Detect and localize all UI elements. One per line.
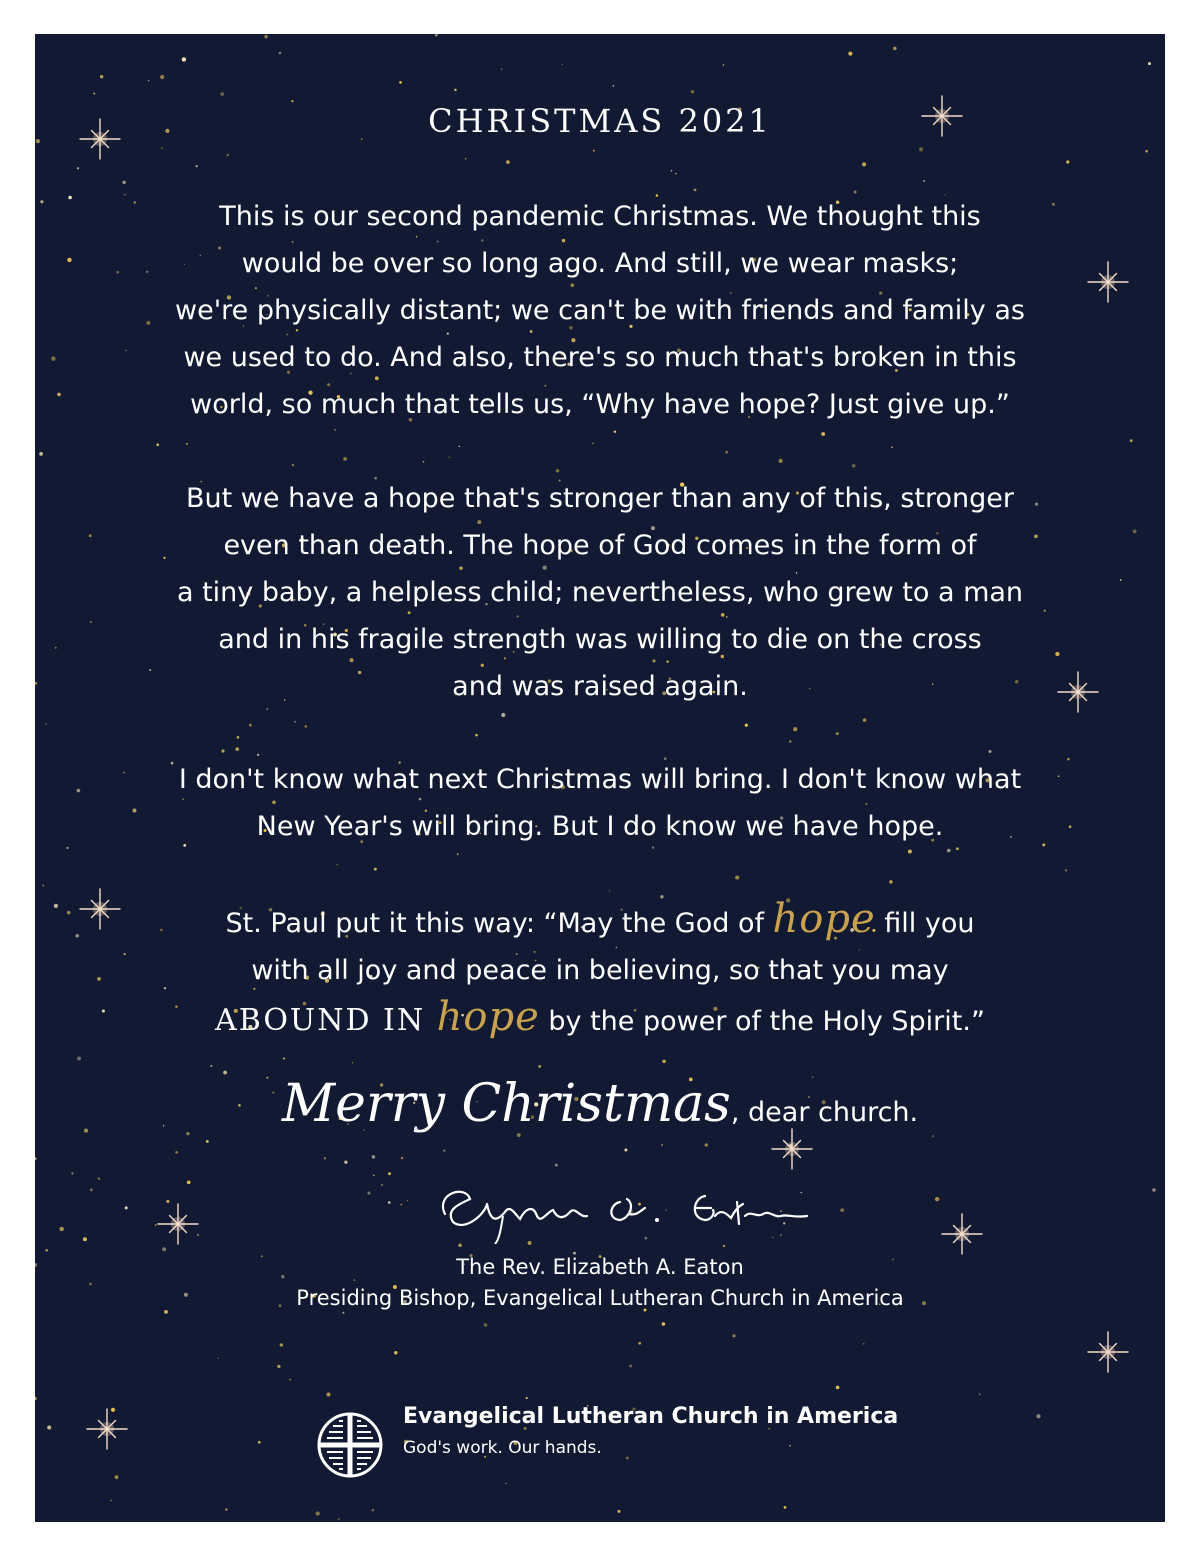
text-line: with all joy and peace in believing, so that you may [251,955,949,986]
gold-dust-dot [1148,62,1151,65]
gold-dust-dot [723,64,725,66]
signer-name: The Rev. Elizabeth A. Eaton [456,1255,744,1279]
organization-tagline: God's work. Our hands. [403,1438,602,1458]
gold-dust-dot [1130,439,1133,442]
gold-dust-dot [923,180,925,182]
gold-dust-dot [435,34,438,37]
gold-dust-dot [562,64,563,65]
text-line: world, so much that tells us, “Why have hope? Just give up.” [190,389,1010,420]
paragraph-next-christmas [35,756,1165,850]
gold-dust-dot [148,80,150,82]
gold-dust-dot [1036,1414,1040,1418]
gold-dust-dot [935,1197,939,1201]
gold-dust-dot [443,1150,445,1152]
gold-dust-dot [778,459,782,463]
gold-dust-dot [423,461,425,463]
gold-dust-dot [1145,150,1148,153]
gold-dust-dot [394,1351,398,1355]
gold-dust-dot [401,1157,404,1160]
gold-dust-dot [629,1365,632,1368]
gold-dust-dot [45,723,46,724]
text-line [35,896,1165,947]
gold-dust-dot [465,158,467,160]
hope-word: hope [772,896,876,942]
gold-dust-dot [848,52,852,56]
gold-dust-dot [42,885,44,887]
gold-dust-dot [220,92,224,96]
gold-dust-dot [613,85,615,87]
gold-dust-dot [1066,160,1069,163]
gold-dust-dot [675,173,677,175]
gold-dust-dot [110,1500,111,1501]
gold-dust-dot [372,1155,376,1159]
gold-dust-dot [161,147,163,149]
gold-dust-dot [793,727,797,731]
gold-dust-dot [526,1397,528,1399]
merry-christmas-script: Merry Christmas [281,1074,731,1134]
paragraph-pandemic [35,193,1165,428]
sparkle-star-icon [1088,1332,1128,1372]
gold-dust-dot [225,1508,227,1510]
gold-dust-dot [401,1204,402,1205]
gold-dust-dot [889,880,892,883]
gold-dust-dot [258,1441,261,1444]
gold-dust-dot [186,443,188,445]
gold-dust-dot [381,1184,383,1186]
organization-name: Evangelical Lutheran Church in America [403,1404,899,1429]
gold-dust-dot [294,721,296,723]
gold-dust-dot [784,1506,787,1509]
gold-dust-dot [399,81,402,84]
signer-block [35,1252,1165,1314]
gold-dust-dot [373,1174,375,1176]
gold-dust-dot [111,1408,115,1412]
gold-dust-dot [226,154,229,157]
gold-dust-dot [125,1206,128,1209]
gold-dust-dot [989,750,992,753]
gold-dust-dot [100,75,103,78]
gold-dust-dot [352,1062,353,1063]
gold-dust-dot [197,1234,199,1236]
gold-dust-dot [182,57,186,61]
gold-dust-dot [210,1065,212,1067]
gold-dust-dot [555,1164,558,1167]
gold-dust-dot [77,167,79,169]
gold-dust-dot [457,853,459,855]
gold-dust-dot [367,1192,370,1195]
gold-dust-dot [83,1237,87,1241]
gold-dust-dot [35,1397,37,1400]
gold-dust-dot [156,443,159,446]
sparkle-star-icon [942,1214,982,1254]
gold-dust-dot [371,1509,374,1512]
signer-role: Presiding Bishop, Evangelical Lutheran Church in America [296,1286,904,1310]
gold-dust-dot [338,1518,340,1520]
gold-dust-dot [538,1065,541,1068]
gold-dust-dot [1152,1188,1155,1191]
gold-dust-dot [592,443,593,444]
gold-dust-dot [725,451,728,454]
gold-dust-dot [98,1177,101,1180]
gold-dust-dot [458,1244,462,1248]
gold-dust-dot [862,162,866,166]
text-line: But we have a hope that's stronger than any of this, stronger [186,483,1014,514]
gold-dust-dot [863,1343,865,1345]
gold-dust-dot [979,1393,980,1394]
paragraph-scripture [35,896,1165,1045]
gold-dust-dot [836,732,839,735]
gold-dust-dot [501,713,505,717]
card-title: CHRISTMAS 2021 [428,102,772,140]
gold-dust-dot [334,429,336,431]
gold-dust-dot [458,446,459,447]
gold-dust-dot [1065,869,1067,871]
text-line: even than death. The hope of God comes in the form of [223,530,977,561]
gold-dust-dot [617,1510,620,1513]
text-line: and in his fragile strength was willing to die on the cross [218,624,982,655]
gold-dust-dot [836,1386,840,1390]
gold-dust-dot [919,147,923,151]
gold-dust-dot [122,181,125,184]
gold-dust-dot [454,89,457,92]
gold-dust-dot [624,1149,627,1152]
gold-dust-dot [671,170,673,172]
gold-dust-dot [932,1135,934,1137]
gold-dust-dot [206,1140,209,1143]
gold-dust-dot [221,749,224,752]
gold-dust-dot [235,747,239,751]
gold-dust-dot [115,1475,119,1479]
text-line [35,994,1165,1045]
gold-dust-dot [35,1157,37,1159]
sparkle-star-icon [87,1409,127,1449]
gold-dust-dot [789,740,791,742]
text-segment: St. Paul put it this way: “May the God of [225,908,773,939]
gold-dust-dot [863,718,867,722]
gold-dust-dot [908,850,912,854]
gold-dust-dot [324,1157,326,1159]
gold-dust-dot [840,1208,844,1212]
text-segment: fill you [875,908,975,939]
gold-dust-dot [448,456,450,458]
gold-dust-dot [175,1151,178,1154]
gold-dust-dot [475,734,478,737]
text-line: I don't know what next Christmas will bring. I don't know what [178,764,1022,795]
gold-dust-dot [316,1511,320,1515]
text-line: we used to do. And also, there's so much that's broken in this [183,342,1017,373]
gold-dust-dot [893,47,897,51]
gold-dust-dot [705,1143,708,1146]
gold-dust-dot [280,1343,283,1346]
gold-dust-dot [217,1358,218,1359]
gold-dust-dot [638,1342,641,1345]
gold-dust-dot [155,1224,157,1226]
gold-dust-dot [277,1365,280,1368]
gold-dust-dot [264,35,268,39]
gold-dust-dot [279,52,282,55]
gold-dust-dot [852,464,856,468]
gold-dust-dot [187,1180,191,1184]
gold-dust-dot [891,446,893,448]
gold-dust-dot [609,890,610,891]
gold-dust-dot [336,864,337,865]
gold-dust-dot [166,1200,169,1203]
gold-dust-dot [160,75,164,79]
gold-dust-dot [60,1227,64,1231]
gold-dust-dot [614,431,616,433]
sparkle-star-icon [158,1204,198,1244]
gold-dust-dot [162,1247,166,1251]
gold-dust-dot [374,868,377,871]
gold-dust-dot [93,93,95,95]
gold-dust-dot [388,1172,391,1175]
gold-dust-dot [505,1483,506,1484]
greeting-tail: , dear church. [730,1097,919,1128]
gold-dust-dot [506,160,510,164]
text-line: a tiny baby, a helpless child; nevertheless, who grew to a man [176,577,1024,608]
sparkle-star-icon [772,1129,812,1169]
gold-dust-dot [283,1057,285,1059]
abound-in-word: ABOUND IN [215,1003,437,1038]
gold-dust-dot [556,469,559,472]
gold-dust-dot [745,724,748,727]
elca-cross-logo-icon [315,1410,385,1480]
gold-dust-dot [407,1200,408,1201]
gold-dust-dot [626,1457,629,1460]
gold-dust-dot [661,1144,663,1146]
hope-word: hope [436,994,540,1040]
gold-dust-dot [249,724,252,727]
gold-dust-dot [343,457,347,461]
gold-dust-dot [39,452,43,456]
gold-dust-dot [90,1189,93,1192]
text-line: we're physically distant; we can't be with friends and family as [175,295,1025,326]
merry-christmas-greeting [35,1074,1165,1134]
gold-dust-dot [484,1323,487,1326]
text-line: and was raised again. [452,671,748,702]
gold-dust-dot [47,1425,51,1429]
gold-dust-dot [593,150,595,152]
paragraph-hope [35,475,1165,710]
gold-dust-dot [71,1172,73,1174]
text-line: New Year's will bring. But I do know we have hope. [256,811,944,842]
gold-dust-dot [237,736,240,739]
gold-dust-dot [662,1322,666,1326]
handwritten-signature [415,1174,835,1244]
gold-dust-dot [304,725,307,728]
gold-dust-dot [732,1334,735,1337]
text-line: would be over so long ago. And still, we wear masks; [241,248,959,279]
christmas-card [35,34,1165,1522]
gold-dust-dot [326,1392,330,1396]
gold-dust-dot [694,188,697,191]
gold-dust-dot [789,1445,791,1447]
gold-dust-dot [292,464,295,467]
gold-dust-dot [662,1060,666,1064]
gold-dust-dot [344,1161,347,1164]
gold-dust-dot [388,1201,391,1204]
text-segment: by the power of the Holy Spirit.” [539,1006,985,1037]
text-line: This is our second pandemic Christmas. We thought this [219,201,981,232]
gold-dust-dot [501,68,502,69]
gold-dust-dot [723,1245,725,1247]
gold-dust-dot [289,1379,291,1381]
gold-dust-dot [77,1057,81,1061]
gold-dust-dot [735,875,739,879]
gold-dust-dot [196,165,198,167]
gold-dust-dot [821,432,825,436]
gold-dust-dot [691,90,694,93]
